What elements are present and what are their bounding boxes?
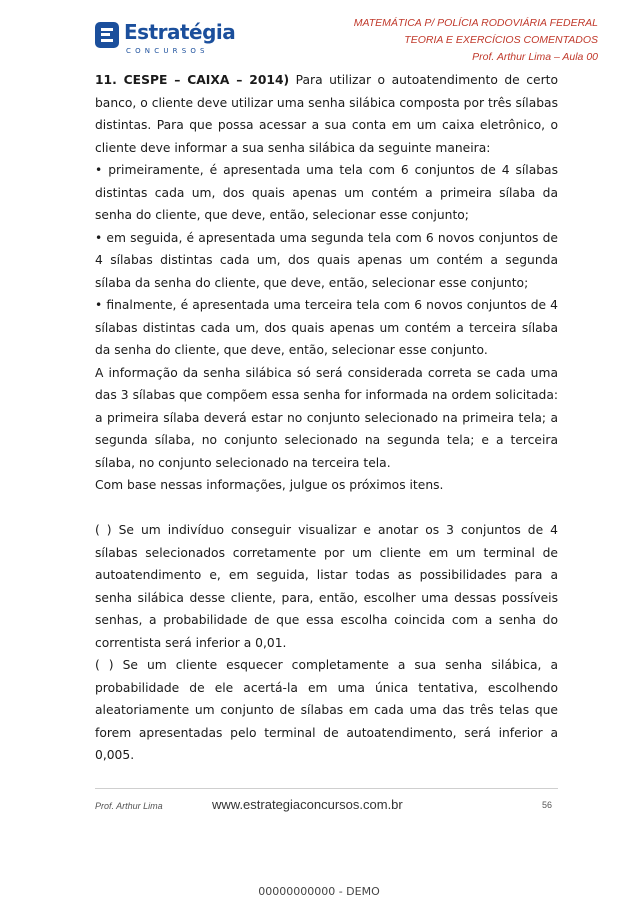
page-header <box>0 0 638 70</box>
bullet-first-screen: • primeiramente, é apresentada uma tela com 6 conjuntos de 4 sílabas distintas cada um, dos quais apenas um contém a primeira sílaba da senha do cliente, que deve, então, selecionar esse conjunto; <box>95 163 558 222</box>
footer-author: Prof. Arthur Lima <box>95 801 163 811</box>
closing-line: Com base nessas informações, julgue os próximos itens. <box>95 478 444 492</box>
header-course-title: MATEMÁTICA P/ POLÍCIA RODOVIÁRIA FEDERAL <box>353 17 598 29</box>
header-lesson: Prof. Arthur Lima – Aula 00 <box>472 51 598 63</box>
question-body <box>95 69 558 767</box>
logo-name: Estratégia <box>124 20 236 44</box>
header-course-info <box>354 15 598 66</box>
question-intro: Para utilizar o autoatendimento de certo banco, o cliente deve utilizar uma senha silábica composta por três sílabas distintas. Para que possa acessar a sua conta em um caixa eletrônico, o cliente deve informar a sua senha silábica da seguinte maneira: <box>95 73 558 155</box>
page-number: 56 <box>541 800 552 810</box>
logo-subtitle: CONCURSOS <box>126 47 209 55</box>
demo-watermark: 00000000000 - DEMO <box>258 885 380 898</box>
header-course-subtitle: TEORIA E EXERCÍCIOS COMENTADOS <box>404 34 598 46</box>
bullet-third-screen: • finalmente, é apresentada uma terceira tela com 6 novos conjuntos de 4 sílabas distintas cada um, dos quais apenas um contém a terceira sílaba da senha do cliente, que deve, então, selecionar esse conjunto. <box>95 298 558 357</box>
question-title: 11. CESPE – CAIXA – 2014) <box>95 73 290 87</box>
question-intro-paragraph <box>95 69 558 159</box>
item-two: ( ) Se um cliente esquecer completamente a sua senha silábica, a probabilidade de ele acertá-la em uma única tentativa, escolhendo aleatoriamente um conjunto de sílabas em cada uma das três telas que forem apresentadas pelo terminal de autoatendimento, será inferior a 0,005. <box>95 658 558 762</box>
paragraph-spacer <box>95 497 558 520</box>
info-paragraph: A informação da senha silábica só será considerada correta se cada uma das 3 sílabas que compõem essa senha for informada na ordem solicitada: a primeira sílaba deverá estar no conjunto selecionado na primeira tela; a segunda sílaba, no conjunto selecionado na segunda tela; e a terceira sílaba, no conjunto selecionado na terceira tela. <box>95 365 558 470</box>
page-footer <box>95 788 558 819</box>
logo-e-icon <box>95 22 119 48</box>
footer-website-link[interactable]: www.estrategiaconcursos.com.br <box>212 797 403 812</box>
estrategia-logo <box>95 20 235 60</box>
item-one: ( ) Se um indivíduo conseguir visualizar e anotar os 3 conjuntos de 4 sílabas selecionados corretamente por um cliente em um terminal de autoatendimento e, em seguida, listar todas as possibilidades para a senha silábica desse cliente, para, então, escolher uma dessas possíveis senhas, a probabilidade de que essa escolha coincida com a senha do correntista será inferior a 0,01. <box>95 523 558 650</box>
bullet-second-screen: • em seguida, é apresentada uma segunda tela com 6 novos conjuntos de 4 sílabas distintas cada um, dos quais apenas um contém a segunda sílaba da senha do cliente, que deve, então, selecionar esse conjunto; <box>95 230 558 290</box>
